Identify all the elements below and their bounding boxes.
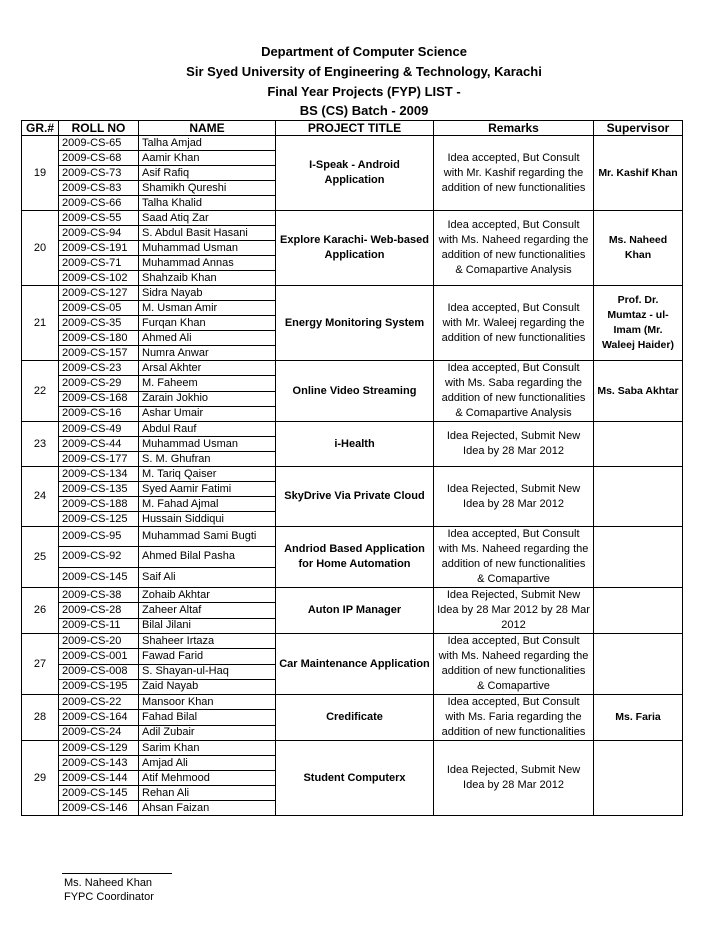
supervisor (594, 588, 683, 634)
student-name: Ahmed Ali (139, 331, 276, 346)
remarks: Idea accepted, But Consult with Mr. Kashif regarding the addition of new functionalities (434, 136, 594, 211)
table-row (22, 588, 683, 603)
table-row (22, 527, 683, 547)
student-name: Mansoor Khan (139, 695, 276, 710)
group-number: 25 (22, 527, 59, 588)
supervisor (594, 527, 683, 588)
batch-title: BS (CS) Batch - 2009 (299, 103, 429, 118)
roll-no: 2009-CS-135 (59, 482, 139, 497)
col-header-title: PROJECT TITLE (276, 121, 434, 136)
supervisor: Mr. Kashif Khan (594, 136, 683, 211)
roll-no: 2009-CS-68 (59, 151, 139, 166)
roll-no: 2009-CS-146 (59, 801, 139, 816)
student-name: M. Faheem (139, 376, 276, 391)
remarks: Idea Rejected, Submit New Idea by 28 Mar 2012 by 28 Mar 2012 (434, 588, 594, 634)
student-name: Arsal Akhter (139, 361, 276, 376)
student-name: Fawad Farid (139, 649, 276, 664)
roll-no: 2009-CS-144 (59, 771, 139, 786)
student-name: Fahad Bilal (139, 710, 276, 725)
roll-no: 2009-CS-20 (59, 634, 139, 649)
remarks: Idea Rejected, Submit New Idea by 28 Mar 2012 (434, 467, 594, 527)
table-row (22, 211, 683, 226)
group-number: 26 (22, 588, 59, 634)
student-name: Ahmed Bilal Pasha (139, 547, 276, 567)
roll-no: 2009-CS-188 (59, 497, 139, 512)
student-name: Amjad Ali (139, 756, 276, 771)
roll-no: 2009-CS-134 (59, 467, 139, 482)
remarks: Idea accepted, But Consult with Ms. Naheed regarding the addition of new functionalities & Comapartive (434, 634, 594, 695)
col-header-supervisor: Supervisor (594, 121, 683, 136)
remarks: Idea accepted, But Consult with Ms. Naheed regarding the addition of new functionalities & Comapartive (434, 527, 594, 588)
signature-line (62, 873, 172, 874)
student-name: Abdul Rauf (139, 422, 276, 437)
table-row (22, 422, 683, 437)
student-name: Muhammad Annas (139, 256, 276, 271)
project-title: Energy Monitoring System (276, 286, 434, 361)
student-name: Talha Amjad (139, 136, 276, 151)
university-title: Sir Syed University of Engineering & Technology, Karachi (186, 64, 542, 79)
remarks: Idea accepted, But Consult with Ms. Naheed regarding the addition of new functionalities & Comapartive Analysis (434, 211, 594, 286)
student-name: S. Abdul Basit Hasani (139, 226, 276, 241)
project-title: Andriod Based Application for Home Automation (276, 527, 434, 588)
student-name: M. Usman Amir (139, 301, 276, 316)
group-number: 21 (22, 286, 59, 361)
roll-no: 2009-CS-001 (59, 649, 139, 664)
department-title: Department of Computer Science (261, 44, 467, 59)
roll-no: 2009-CS-22 (59, 695, 139, 710)
student-name: Adil Zubair (139, 725, 276, 740)
roll-no: 2009-CS-145 (59, 567, 139, 587)
remarks: Idea Rejected, Submit New Idea by 28 Mar 2012 (434, 422, 594, 467)
student-name: Zohaib Akhtar (139, 588, 276, 603)
student-name: Zaheer Altaf (139, 603, 276, 618)
student-name: Furqan Khan (139, 316, 276, 331)
student-name: S. Shayan-ul-Haq (139, 664, 276, 679)
student-name: Aamir Khan (139, 151, 276, 166)
roll-no: 2009-CS-129 (59, 741, 139, 756)
roll-no: 2009-CS-55 (59, 211, 139, 226)
student-name: Asif Rafiq (139, 166, 276, 181)
roll-no: 2009-CS-191 (59, 241, 139, 256)
roll-no: 2009-CS-127 (59, 286, 139, 301)
student-name: Shamikh Qureshi (139, 181, 276, 196)
project-title: SkyDrive Via Private Cloud (276, 467, 434, 527)
group-number: 22 (22, 361, 59, 422)
student-name: Ashar Umair (139, 406, 276, 421)
roll-no: 2009-CS-195 (59, 679, 139, 694)
student-name: Rehan Ali (139, 786, 276, 801)
remarks: Idea accepted, But Consult with Ms. Saba regarding the addition of new functionalities & Comapartive Analysis (434, 361, 594, 422)
col-header-remarks: Remarks (434, 121, 594, 136)
remarks: Idea accepted, But Consult with Ms. Faria regarding the addition of new functionalities (434, 695, 594, 741)
fyp-table (21, 120, 683, 816)
roll-no: 2009-CS-95 (59, 527, 139, 547)
roll-no: 2009-CS-102 (59, 271, 139, 286)
group-number: 20 (22, 211, 59, 286)
group-number: 24 (22, 467, 59, 527)
roll-no: 2009-CS-35 (59, 316, 139, 331)
supervisor: Ms. Saba Akhtar (594, 361, 683, 422)
student-name: Shahzaib Khan (139, 271, 276, 286)
table-row (22, 361, 683, 376)
roll-no: 2009-CS-11 (59, 618, 139, 633)
project-title: Online Video Streaming (276, 361, 434, 422)
roll-no: 2009-CS-29 (59, 376, 139, 391)
student-name: Zarain Jokhio (139, 391, 276, 406)
remarks: Idea Rejected, Submit New Idea by 28 Mar 2012 (434, 741, 594, 816)
roll-no: 2009-CS-44 (59, 437, 139, 452)
student-name: Ahsan Faizan (139, 801, 276, 816)
roll-no: 2009-CS-008 (59, 664, 139, 679)
col-header-gr: GR.# (22, 121, 59, 136)
signature-name: Ms. Naheed Khan (64, 877, 153, 889)
roll-no: 2009-CS-125 (59, 512, 139, 527)
student-name: M. Fahad Ajmal (139, 497, 276, 512)
list-title: Final Year Projects (FYP) LIST - (267, 84, 461, 99)
student-name: Saad Atiq Zar (139, 211, 276, 226)
table-row (22, 695, 683, 710)
table-row (22, 136, 683, 151)
student-name: Numra Anwar (139, 346, 276, 361)
supervisor (594, 467, 683, 527)
supervisor (594, 634, 683, 695)
table-row (22, 634, 683, 649)
table-row (22, 467, 683, 482)
remarks: Idea accepted, But Consult with Mr. Waleej regarding the addition of new functionalities (434, 286, 594, 361)
roll-no: 2009-CS-49 (59, 422, 139, 437)
table-header-row (22, 121, 683, 136)
student-name: Sidra Nayab (139, 286, 276, 301)
signature-role: FYPC Coordinator (64, 891, 154, 903)
col-header-name: NAME (139, 121, 276, 136)
student-name: S. M. Ghufran (139, 452, 276, 467)
student-name: Atif Mehmood (139, 771, 276, 786)
roll-no: 2009-CS-24 (59, 725, 139, 740)
roll-no: 2009-CS-145 (59, 786, 139, 801)
roll-no: 2009-CS-92 (59, 547, 139, 567)
student-name: Sarim Khan (139, 741, 276, 756)
roll-no: 2009-CS-28 (59, 603, 139, 618)
project-title: Car Maintenance Application (276, 634, 434, 695)
roll-no: 2009-CS-66 (59, 196, 139, 211)
supervisor (594, 741, 683, 816)
roll-no: 2009-CS-143 (59, 756, 139, 771)
roll-no: 2009-CS-164 (59, 710, 139, 725)
supervisor (594, 422, 683, 467)
col-header-roll: ROLL NO (59, 121, 139, 136)
roll-no: 2009-CS-38 (59, 588, 139, 603)
table-row (22, 741, 683, 756)
project-title: i-Health (276, 422, 434, 467)
table-row (22, 286, 683, 301)
roll-no: 2009-CS-83 (59, 181, 139, 196)
roll-no: 2009-CS-94 (59, 226, 139, 241)
group-number: 27 (22, 634, 59, 695)
roll-no: 2009-CS-16 (59, 406, 139, 421)
roll-no: 2009-CS-71 (59, 256, 139, 271)
student-name: Syed Aamir Fatimi (139, 482, 276, 497)
group-number: 19 (22, 136, 59, 211)
project-title: I-Speak - Android Application (276, 136, 434, 211)
supervisor: Ms. Naheed Khan (594, 211, 683, 286)
project-title: Credificate (276, 695, 434, 741)
student-name: Muhammad Sami Bugti (139, 527, 276, 547)
group-number: 23 (22, 422, 59, 467)
roll-no: 2009-CS-65 (59, 136, 139, 151)
group-number: 28 (22, 695, 59, 741)
roll-no: 2009-CS-168 (59, 391, 139, 406)
student-name: M. Tariq Qaiser (139, 467, 276, 482)
student-name: Muhammad Usman (139, 241, 276, 256)
project-title: Auton IP Manager (276, 588, 434, 634)
student-name: Bilal Jilani (139, 618, 276, 633)
group-number: 29 (22, 741, 59, 816)
project-title: Explore Karachi- Web-based Application (276, 211, 434, 286)
student-name: Muhammad Usman (139, 437, 276, 452)
roll-no: 2009-CS-05 (59, 301, 139, 316)
student-name: Saif Ali (139, 567, 276, 587)
student-name: Zaid Nayab (139, 679, 276, 694)
project-title: Student Computerx (276, 741, 434, 816)
supervisor: Prof. Dr. Mumtaz - ul-Imam (Mr. Waleej Haider) (594, 286, 683, 361)
roll-no: 2009-CS-177 (59, 452, 139, 467)
student-name: Shaheer Irtaza (139, 634, 276, 649)
roll-no: 2009-CS-157 (59, 346, 139, 361)
student-name: Talha Khalid (139, 196, 276, 211)
roll-no: 2009-CS-73 (59, 166, 139, 181)
supervisor: Ms. Faria (594, 695, 683, 741)
roll-no: 2009-CS-23 (59, 361, 139, 376)
roll-no: 2009-CS-180 (59, 331, 139, 346)
student-name: Hussain Siddiqui (139, 512, 276, 527)
